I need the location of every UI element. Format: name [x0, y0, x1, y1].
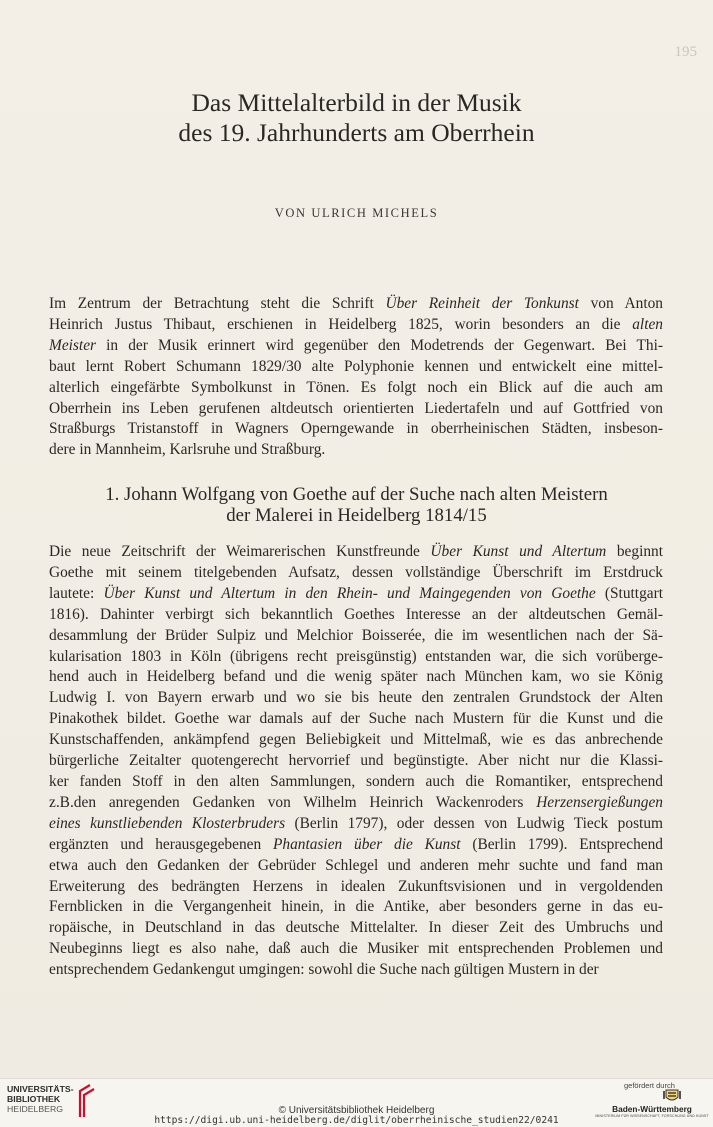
library-line-3: HEIDELBERG — [7, 1104, 64, 1114]
body-line: 1816). Dahinter verbirgt sich bekanntlich Goethes Interesse an der altdeutschen Gemäl- — [49, 605, 663, 623]
italic-title: Über Kunst und Altertum — [430, 543, 607, 560]
abstract-line: dere in Mannheim, Karlsruhe und Straßburg. — [49, 441, 326, 459]
body-line: kularisation 1803 in Köln (übrigens recht preisgünstig) entstanden war, die sich vorüberge- — [49, 647, 663, 665]
italic-title: Über Reinheit der Tonkunst — [385, 295, 579, 312]
funded-by-label: gefördert durch — [624, 1081, 675, 1090]
body-line: lautete: Über Kunst und Altertum in den Rhein- und Maingegenden von Goethe (Stuttgart — [49, 584, 663, 602]
article-title-line-1: Das Mittelalterbild in der Musik — [191, 88, 522, 117]
body-line: Fernblicken in die Vergangenheit hinein, in die Antike, aber besonders gerne in das eu- — [49, 898, 663, 916]
abstract-line: Meister in der Musik erinnert wird gegenüber den Modetrends der Gegenwart. Bei Thi- — [49, 336, 663, 354]
italic-title: eines kunstliebenden Klosterbruders — [49, 814, 286, 832]
article-title — [0, 88, 713, 148]
italic-title: Phantasien über die Kunst — [272, 835, 461, 853]
abstract-line: Heinrich Justus Thibaut, erschienen in Heidelberg 1825, worin besonders an die alten — [49, 315, 663, 333]
section-heading-line-1: 1. Johann Wolfgang von Goethe auf der Suche nach alten Meistern — [105, 484, 608, 505]
body-line: Erweiterung des bedrängten Herzens in idealen Zukunftsvisionen und in vergoldenden — [49, 877, 663, 895]
body-line: desammlung der Brüder Sulpiz und Melchior Boisserée, die im wesentlichen nach der Sä- — [49, 626, 663, 644]
state-name: Baden-Württemberg — [612, 1104, 692, 1114]
library-line-1: UNIVERSITÄTS- — [7, 1084, 74, 1094]
abstract-line: Im Zentrum der Betrachtung steht die Schrift Über Reinheit der Tonkunst von Anton — [49, 295, 663, 312]
abstract-line: Oberrhein ins Leben gerufenen altdeutsch orientierten Liedertafeln und auf Gottfried von — [49, 399, 663, 417]
section-heading-line-2: der Malerei in Heidelberg 1814/15 — [226, 505, 487, 526]
ministry-name: MINISTERIUM FÜR WISSENSCHAFT, FORSCHUNG UND KUNST — [595, 1114, 709, 1118]
body-line: ergänzten und herausgegebenen Phantasien über die Kunst (Berlin 1799). Entsprechend — [49, 835, 664, 853]
body-paragraph — [49, 542, 663, 981]
body-line: z.B.den anregenden Gedanken von Wilhelm Heinrich Wackenroders Herzensergießungen — [49, 793, 663, 811]
body-line: Die neue Zeitschrift der Weimarerischen Kunstfreunde Über Kunst und Altertum beginnt — [49, 543, 664, 560]
body-line: eines kunstliebenden Klosterbruders (Berlin 1797), oder dessen von Ludwig Tieck postum — [49, 814, 664, 832]
italic-title: Meister — [49, 336, 97, 354]
abstract-line: alterlich eingefärbte Symbolkunst in Tönen. Es folgt noch ein Blick auf die auch am — [49, 378, 663, 396]
body-line: hend auch in Heidelberg befand und die wenig später nach München kam, wo sie König — [49, 668, 663, 686]
article-author: VON ULRICH MICHELS — [274, 206, 439, 220]
state-coat-of-arms-icon — [662, 1088, 682, 1104]
italic-title: alten — [632, 315, 663, 333]
italic-title: Über Kunst und Altertum in den Rhein- und Maingegenden von Goethe — [103, 584, 596, 602]
body-line: ropäische, in Deutschland in das deutsche Mittelalter. In dieser Zeit des Umbruchs und — [49, 919, 663, 937]
body-line: ker fanden Stoff in den alten Sammlungen, sondern auch die Romantiker, entsprechend — [49, 772, 663, 790]
body-line: Kunstschaffenden, ankämpfend gegen Beliebigkeit und Mittelmaß, wie es das anbrechende — [49, 731, 663, 749]
body-line: Goethe mit seinem titelgebenden Aufsatz, dessen vollständige Überschrift im Erstdruck — [49, 563, 663, 581]
body-line: bürgerliche Zeitalter quotengerecht hervorrief und begünstigte. Aber nicht nur die Klassi- — [49, 752, 663, 770]
body-line: Neubeginns liegt es also nahe, daß auch die Musiker mit entsprechenden Problemen und — [49, 940, 663, 958]
body-line: entsprechendem Gedankengut umgingen: sowohl die Suche nach gültigen Mustern in der — [49, 961, 599, 979]
article-title-line-2: des 19. Jahrhunderts am Oberrhein — [178, 118, 535, 147]
page-number: 195 — [674, 44, 697, 60]
abstract-line: Straßburgs Tristanstoff in Wagners Operngewande in oberrheinischen Städten, insbeson- — [49, 420, 663, 438]
abstract-line: baut lernt Robert Schumann 1829/30 alte Polyphonie kennen und entwickelt eine mittel- — [49, 357, 663, 375]
body-line: Ludwig I. von Bayern erwarb und wo sie bis heute den zentralen Grundstock der Alten — [49, 689, 663, 707]
permalink-url[interactable]: https://digi.ub.uni-heidelberg.de/diglit/oberrheinische_studien22/0241 — [154, 1115, 559, 1126]
copyright-notice: © Universitätsbibliothek Heidelberg — [278, 1105, 435, 1116]
library-line-2: BIBLIOTHEK — [7, 1094, 61, 1104]
body-line: Pinakothek bildet. Goethe war damals auf der Suche nach Mustern für die Kunst und die — [49, 710, 663, 728]
italic-title: Herzensergießungen — [536, 793, 663, 811]
section-heading — [0, 484, 713, 526]
abstract-paragraph — [49, 294, 663, 461]
body-line: etwa auch den Gedanken der Gebrüder Schlegel und anderen mehr suchte und fand man — [49, 856, 663, 874]
